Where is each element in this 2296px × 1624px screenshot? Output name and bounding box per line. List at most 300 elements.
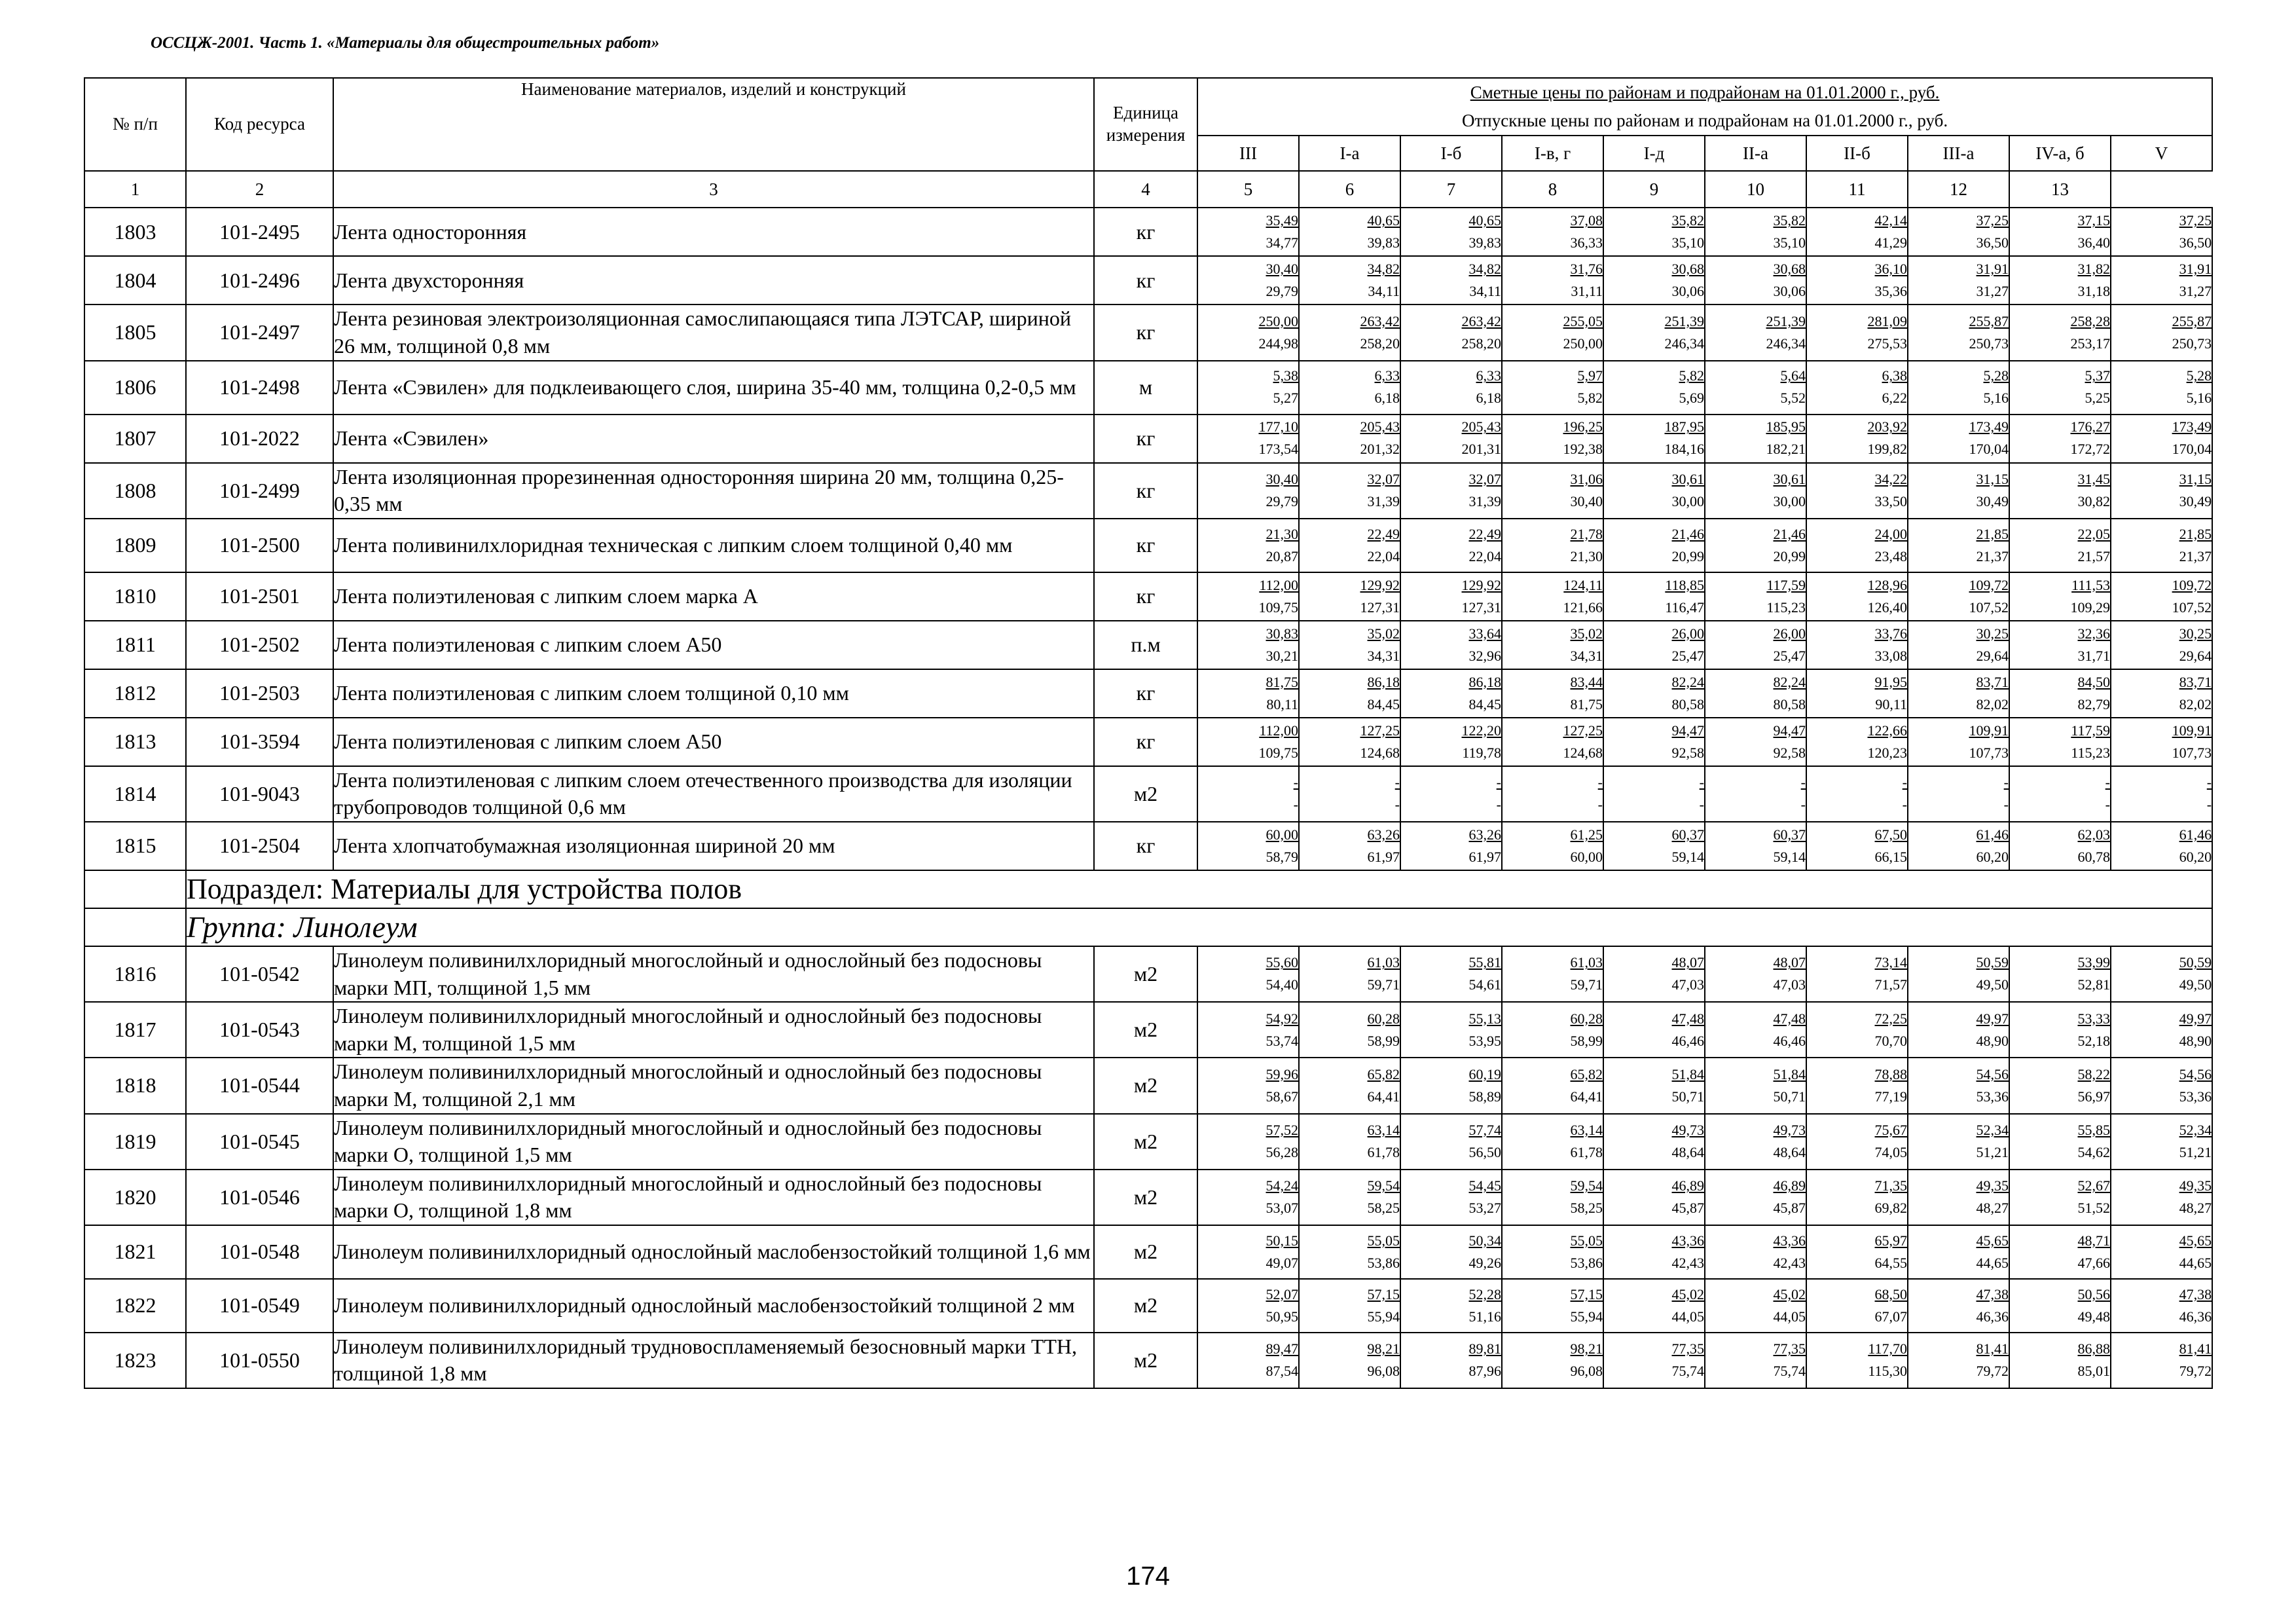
- estimated-price: 176,27: [2070, 418, 2110, 435]
- price-cell: [1299, 361, 1400, 415]
- release-price: 39,83: [1367, 234, 1400, 251]
- estimated-price: 35,02: [1570, 625, 1603, 642]
- price-cell: [1806, 572, 1908, 621]
- release-price: 61,78: [1367, 1144, 1400, 1160]
- estimated-price: 45,65: [1976, 1232, 2009, 1249]
- release-price: 41,29: [1874, 234, 1907, 251]
- region-header: IV-а, б: [2009, 136, 2111, 171]
- release-price: -: [1496, 796, 1501, 813]
- release-price: 23,48: [1874, 547, 1907, 564]
- release-price: -: [1902, 796, 1907, 813]
- price-cell: [1603, 572, 1705, 621]
- group-title: Группа: Линолеум: [186, 908, 2212, 946]
- region-header: III: [1197, 136, 1299, 171]
- price-cell: [1299, 463, 1400, 519]
- release-price: 127,31: [1461, 599, 1501, 616]
- release-price: 44,05: [1671, 1308, 1704, 1325]
- estimated-price: 42,14: [1874, 212, 1907, 229]
- estimated-price: 129,92: [1360, 576, 1400, 593]
- price-cell: [1908, 946, 2009, 1002]
- price-cell: [1705, 621, 1806, 669]
- release-price: 52,18: [2077, 1032, 2110, 1049]
- estimated-price: -: [1293, 774, 1298, 791]
- release-price: 127,31: [1360, 599, 1400, 616]
- table-row: [84, 766, 2212, 822]
- column-number: 7: [1400, 171, 1502, 208]
- row-number: 1809: [84, 519, 186, 572]
- price-cell: [2009, 1058, 2111, 1113]
- unit-of-measure: кг: [1094, 208, 1197, 256]
- price-cell: [1603, 621, 1705, 669]
- estimated-price: 55,81: [1468, 954, 1501, 971]
- price-cell: [2111, 946, 2212, 1002]
- price-cell: [1197, 361, 1299, 415]
- release-price: 50,71: [1773, 1088, 1806, 1105]
- estimated-price: 91,95: [1874, 673, 1907, 690]
- estimated-price: 57,15: [1570, 1285, 1603, 1302]
- estimated-price: 263,42: [1360, 312, 1400, 329]
- estimated-price: 98,21: [1570, 1340, 1603, 1357]
- release-price: 42,43: [1773, 1254, 1806, 1271]
- release-price: 30,49: [2179, 493, 2212, 510]
- estimated-price: 60,37: [1671, 826, 1704, 843]
- header-code: Код ресурса: [186, 78, 333, 171]
- column-number: 5: [1197, 171, 1299, 208]
- release-price: 82,02: [1976, 695, 2009, 712]
- estimated-price: 30,61: [1671, 471, 1704, 488]
- release-price: 51,21: [2179, 1144, 2212, 1160]
- price-cell: [1705, 1114, 1806, 1170]
- price-cell: [2009, 304, 2111, 360]
- price-cell: [1502, 822, 1603, 870]
- price-cell: [1299, 572, 1400, 621]
- estimated-price: 205,43: [1360, 418, 1400, 435]
- release-price: 36,50: [2179, 234, 2212, 251]
- row-number: 1805: [84, 304, 186, 360]
- material-name: Лента резиновая электроизоляционная самослипающаяся типа ЛЭТСАР, шириной 26 мм, толщиной 0,8 мм: [333, 304, 1094, 360]
- price-cell: [1603, 1002, 1705, 1058]
- price-cell: [1502, 766, 1603, 822]
- estimated-price: 37,15: [2077, 212, 2110, 229]
- release-price: 44,65: [1976, 1254, 2009, 1271]
- price-cell: [1908, 1002, 2009, 1058]
- release-price: 34,11: [1469, 283, 1501, 300]
- release-price: 39,83: [1468, 234, 1501, 251]
- estimated-price: 54,92: [1266, 1010, 1298, 1027]
- material-name: Линолеум поливинилхлоридный многослойный и однослойный без подосновы марки М, толщиной 2,1 мм: [333, 1058, 1094, 1113]
- estimated-price: 5,38: [1273, 367, 1298, 384]
- release-price: 31,27: [2179, 283, 2212, 300]
- estimated-price: 34,82: [1367, 261, 1400, 278]
- price-cell: [1705, 1279, 1806, 1333]
- resource-code: 101-0543: [186, 1002, 333, 1058]
- release-price: 109,75: [1258, 599, 1298, 616]
- table-row: [84, 1002, 2212, 1058]
- estimated-price: 54,24: [1266, 1177, 1298, 1194]
- release-price: 258,20: [1360, 335, 1400, 352]
- price-cell: [1806, 361, 1908, 415]
- unit-of-measure: кг: [1094, 718, 1197, 766]
- release-price: 69,82: [1874, 1200, 1907, 1217]
- price-cell: [2009, 361, 2111, 415]
- estimated-price: 30,83: [1266, 625, 1298, 642]
- estimated-price: 53,33: [2077, 1010, 2110, 1027]
- release-price: 96,08: [1570, 1363, 1603, 1380]
- release-price: 170,04: [2172, 441, 2212, 458]
- release-price: 34,11: [1368, 283, 1400, 300]
- resource-code: 101-2022: [186, 415, 333, 463]
- release-price: 64,41: [1570, 1088, 1603, 1105]
- estimated-price: -: [1496, 774, 1501, 791]
- estimated-price: 263,42: [1461, 312, 1501, 329]
- estimated-price: 43,36: [1671, 1232, 1704, 1249]
- release-price: 5,16: [2186, 390, 2212, 407]
- release-price: 246,34: [1664, 335, 1704, 352]
- estimated-price: 30,25: [2179, 625, 2212, 642]
- price-cell: [1806, 1333, 1908, 1388]
- row-number: 1811: [84, 621, 186, 669]
- release-price: 170,04: [1969, 441, 2009, 458]
- header-name: Наименование материалов, изделий и конструкций: [333, 78, 1094, 171]
- release-price: 31,71: [2077, 647, 2110, 664]
- estimated-price: 77,35: [1773, 1340, 1806, 1357]
- region-header: I-в, г: [1502, 136, 1603, 171]
- release-price: -: [2105, 796, 2110, 813]
- estimated-price: 6,33: [1374, 367, 1400, 384]
- release-price: 79,72: [1976, 1363, 2009, 1380]
- release-price: 115,23: [2071, 744, 2110, 761]
- release-price: 58,89: [1468, 1088, 1501, 1105]
- estimated-price: 37,25: [2179, 212, 2212, 229]
- subsection-title: Подраздел: Материалы для устройства полов: [186, 870, 2212, 908]
- release-price: 5,69: [1679, 390, 1704, 407]
- estimated-price: 47,48: [1773, 1010, 1806, 1027]
- release-price: 48,27: [2179, 1200, 2212, 1217]
- estimated-price: 84,50: [2077, 673, 2110, 690]
- release-price: 25,47: [1773, 647, 1806, 664]
- release-price: -: [1293, 796, 1298, 813]
- estimated-price: 63,14: [1570, 1122, 1603, 1138]
- column-number: 4: [1094, 171, 1197, 208]
- price-cell: [1502, 572, 1603, 621]
- estimated-price: 55,85: [2077, 1122, 2110, 1138]
- release-price: 30,00: [1671, 493, 1704, 510]
- estimated-price: 35,82: [1671, 212, 1704, 229]
- release-price: 48,90: [2179, 1032, 2212, 1049]
- release-price: 56,50: [1468, 1144, 1501, 1160]
- estimated-price: 86,18: [1367, 673, 1400, 690]
- price-cell: [1603, 1279, 1705, 1333]
- resource-code: 101-0546: [186, 1170, 333, 1225]
- estimated-price: -: [2105, 774, 2110, 791]
- price-cell: [1806, 304, 1908, 360]
- material-name: Лента поливинилхлоридная техническая с липким слоем толщиной 0,40 мм: [333, 519, 1094, 572]
- release-price: 33,50: [1874, 493, 1907, 510]
- release-price: 58,99: [1570, 1032, 1603, 1049]
- estimated-price: 52,34: [2179, 1122, 2212, 1138]
- estimated-price: 6,38: [1882, 367, 1907, 384]
- price-cell: [1806, 208, 1908, 256]
- estimated-price: 173,49: [2172, 418, 2212, 435]
- price-cell: [1502, 256, 1603, 304]
- estimated-price: 31,82: [2077, 261, 2110, 278]
- estimated-price: 26,00: [1671, 625, 1704, 642]
- release-price: 75,74: [1773, 1363, 1806, 1380]
- price-cell: [1705, 415, 1806, 463]
- estimated-price: 30,68: [1671, 261, 1704, 278]
- price-cell: [2111, 1058, 2212, 1113]
- release-price: 53,36: [1976, 1088, 2009, 1105]
- region-header: I-д: [1603, 136, 1705, 171]
- estimated-price: 81,75: [1266, 673, 1298, 690]
- estimated-price: 49,97: [2179, 1010, 2212, 1027]
- price-cell: [1197, 519, 1299, 572]
- estimated-price: 30,25: [1976, 625, 2009, 642]
- price-cell: [2111, 463, 2212, 519]
- resource-code: 101-0542: [186, 946, 333, 1002]
- release-price: 107,52: [2172, 599, 2212, 616]
- column-number: 12: [1908, 171, 2009, 208]
- resource-code: 101-0550: [186, 1333, 333, 1388]
- price-cell: [2009, 1333, 2111, 1388]
- resource-code: 101-0548: [186, 1225, 333, 1279]
- release-price: 107,73: [2172, 744, 2212, 761]
- price-cell: [2009, 463, 2111, 519]
- table-row: [84, 572, 2212, 621]
- estimated-price: 50,59: [2179, 954, 2212, 971]
- estimated-price: 33,76: [1874, 625, 1907, 642]
- estimated-price: -: [2206, 774, 2212, 791]
- release-price: 173,54: [1258, 441, 1298, 458]
- estimated-price: 32,07: [1367, 471, 1400, 488]
- price-cell: [1705, 361, 1806, 415]
- release-price: 42,43: [1671, 1254, 1704, 1271]
- estimated-price: 49,35: [1976, 1177, 2009, 1194]
- resource-code: 101-2502: [186, 621, 333, 669]
- price-cell: [1603, 946, 1705, 1002]
- price-cell: [2009, 256, 2111, 304]
- price-cell: [1908, 304, 2009, 360]
- release-price: 60,78: [2077, 848, 2110, 865]
- release-price: 36,50: [1976, 234, 2009, 251]
- price-cell: [1806, 669, 1908, 718]
- price-cell: [1603, 822, 1705, 870]
- price-cell: [1705, 1058, 1806, 1113]
- price-cell: [1603, 1170, 1705, 1225]
- release-price: 6,22: [1882, 390, 1907, 407]
- release-price: 30,49: [1976, 493, 2009, 510]
- group-spacer: [84, 908, 186, 946]
- release-price: 87,54: [1266, 1363, 1298, 1380]
- table-row: [84, 946, 2212, 1002]
- price-cell: [1299, 1279, 1400, 1333]
- column-number: 1: [84, 171, 186, 208]
- price-cell: [1603, 415, 1705, 463]
- estimated-price: 63,14: [1367, 1122, 1400, 1138]
- price-cell: [2111, 519, 2212, 572]
- release-price: 64,41: [1367, 1088, 1400, 1105]
- material-name: Линолеум поливинилхлоридный трудновоспламеняемый безосновный марки ТТН, толщиной 1,8 мм: [333, 1333, 1094, 1388]
- unit-of-measure: м2: [1094, 1333, 1197, 1388]
- price-cell: [1299, 1002, 1400, 1058]
- resource-code: 101-2500: [186, 519, 333, 572]
- release-price: 30,40: [1570, 493, 1603, 510]
- estimated-price: 60,19: [1468, 1065, 1501, 1082]
- estimated-price: 50,34: [1468, 1232, 1501, 1249]
- material-name: Лента двухсторонняя: [333, 256, 1094, 304]
- price-cell: [1705, 1225, 1806, 1279]
- release-price: 74,05: [1874, 1144, 1907, 1160]
- price-cell: [2111, 208, 2212, 256]
- material-name: Линолеум поливинилхлоридный многослойный и однослойный без подосновы марки О, толщиной 1,8 мм: [333, 1170, 1094, 1225]
- price-cell: [1806, 1058, 1908, 1113]
- release-price: 49,07: [1266, 1254, 1298, 1271]
- unit-of-measure: кг: [1094, 669, 1197, 718]
- release-price: 5,25: [2085, 390, 2110, 407]
- price-cell: [1705, 519, 1806, 572]
- release-price: 258,20: [1461, 335, 1501, 352]
- estimated-price: 128,96: [1867, 576, 1907, 593]
- resource-code: 101-3594: [186, 718, 333, 766]
- release-price: 51,52: [2077, 1200, 2110, 1217]
- release-price: 34,77: [1266, 234, 1298, 251]
- estimated-price: 36,10: [1874, 261, 1907, 278]
- column-number: 10: [1705, 171, 1806, 208]
- price-cell: [1908, 519, 2009, 572]
- estimated-price: 251,39: [1766, 312, 1806, 329]
- price-cell: [1806, 766, 1908, 822]
- table-row: [84, 415, 2212, 463]
- estimated-price: 61,46: [2179, 826, 2212, 843]
- estimated-price: 5,37: [2085, 367, 2110, 384]
- price-cell: [1502, 361, 1603, 415]
- estimated-price: 31,91: [1976, 261, 2009, 278]
- estimated-price: 98,21: [1367, 1340, 1400, 1357]
- release-price: 5,82: [1577, 390, 1603, 407]
- estimated-price: 52,07: [1266, 1285, 1298, 1302]
- release-price: 96,08: [1367, 1363, 1400, 1380]
- price-cell: [1908, 208, 2009, 256]
- table-row: [84, 1225, 2212, 1279]
- release-price: 5,16: [1983, 390, 2009, 407]
- price-cell: [1908, 621, 2009, 669]
- price-cell: [1502, 208, 1603, 256]
- estimated-price: 122,20: [1461, 722, 1501, 739]
- estimated-price: -: [1800, 774, 1806, 791]
- release-price: 250,00: [1563, 335, 1603, 352]
- price-cell: [1197, 1002, 1299, 1058]
- estimated-price: 31,76: [1570, 261, 1603, 278]
- estimated-price: 117,59: [1766, 576, 1806, 593]
- price-cell: [1502, 1058, 1603, 1113]
- resource-code: 101-9043: [186, 766, 333, 822]
- estimated-price: 21,78: [1570, 525, 1603, 542]
- release-price: 53,74: [1266, 1032, 1298, 1049]
- price-cell: [2111, 822, 2212, 870]
- price-cell: [1502, 1114, 1603, 1170]
- price-cell: [1400, 572, 1502, 621]
- estimated-price: 21,85: [1976, 525, 2009, 542]
- price-cell: [1908, 415, 2009, 463]
- price-cell: [1197, 256, 1299, 304]
- estimated-price: 5,97: [1577, 367, 1603, 384]
- row-number: 1818: [84, 1058, 186, 1113]
- release-price: 31,18: [2077, 283, 2110, 300]
- release-price: 126,40: [1867, 599, 1907, 616]
- estimated-price: 60,28: [1367, 1010, 1400, 1027]
- price-cell: [1299, 1170, 1400, 1225]
- release-price: 48,27: [1976, 1200, 2009, 1217]
- column-number: 11: [1806, 171, 1908, 208]
- price-cell: [1908, 1058, 2009, 1113]
- estimated-price: 59,96: [1266, 1065, 1298, 1082]
- price-cell: [1299, 415, 1400, 463]
- estimated-price: 65,82: [1367, 1065, 1400, 1082]
- price-cell: [1299, 1114, 1400, 1170]
- release-price: 85,01: [2077, 1363, 2110, 1380]
- release-price: -: [1800, 796, 1806, 813]
- estimated-price: 45,02: [1671, 1285, 1704, 1302]
- release-price: 75,74: [1671, 1363, 1704, 1380]
- estimated-price: 32,07: [1468, 471, 1501, 488]
- unit-of-measure: м2: [1094, 1279, 1197, 1333]
- estimated-price: 50,59: [1976, 954, 2009, 971]
- price-cell: [1908, 1114, 2009, 1170]
- price-cell: [1705, 463, 1806, 519]
- price-cell: [1502, 519, 1603, 572]
- price-cell: [1197, 718, 1299, 766]
- release-price: 48,64: [1773, 1144, 1806, 1160]
- price-cell: [1502, 1225, 1603, 1279]
- release-price: 53,95: [1468, 1032, 1501, 1049]
- release-price: 5,27: [1273, 390, 1298, 407]
- region-header: I-б: [1400, 136, 1502, 171]
- release-price: 29,79: [1266, 493, 1298, 510]
- estimated-price: 78,88: [1874, 1065, 1907, 1082]
- release-price: 33,08: [1874, 647, 1907, 664]
- table-row: [84, 463, 2212, 519]
- release-price: 22,04: [1367, 547, 1400, 564]
- price-cell: [2009, 669, 2111, 718]
- estimated-price: 21,30: [1266, 525, 1298, 542]
- price-cell: [1197, 1225, 1299, 1279]
- row-number: 1823: [84, 1333, 186, 1388]
- estimated-price: 55,13: [1468, 1010, 1501, 1027]
- table-row: [84, 1333, 2212, 1388]
- estimated-price: 43,36: [1773, 1232, 1806, 1249]
- estimated-price: 185,95: [1766, 418, 1806, 435]
- price-cell: [1197, 1279, 1299, 1333]
- release-price: 48,64: [1671, 1144, 1704, 1160]
- row-number: 1817: [84, 1002, 186, 1058]
- estimated-price: 57,74: [1468, 1122, 1501, 1138]
- estimated-price: 281,09: [1867, 312, 1907, 329]
- release-price: 6,18: [1374, 390, 1400, 407]
- row-number: 1813: [84, 718, 186, 766]
- release-price: 21,37: [2179, 547, 2212, 564]
- estimated-price: 52,67: [2077, 1177, 2110, 1194]
- price-cell: [1299, 621, 1400, 669]
- table-row: [84, 822, 2212, 870]
- table-row: [84, 256, 2212, 304]
- release-price: 54,40: [1266, 976, 1298, 993]
- header-prices: [1197, 78, 2212, 136]
- release-price: 49,50: [2179, 976, 2212, 993]
- price-cell: [1908, 669, 2009, 718]
- unit-of-measure: м2: [1094, 1225, 1197, 1279]
- material-name: Линолеум поливинилхлоридный однослойный маслобензостойкий толщиной 1,6 мм: [333, 1225, 1094, 1279]
- estimated-price: 187,95: [1664, 418, 1704, 435]
